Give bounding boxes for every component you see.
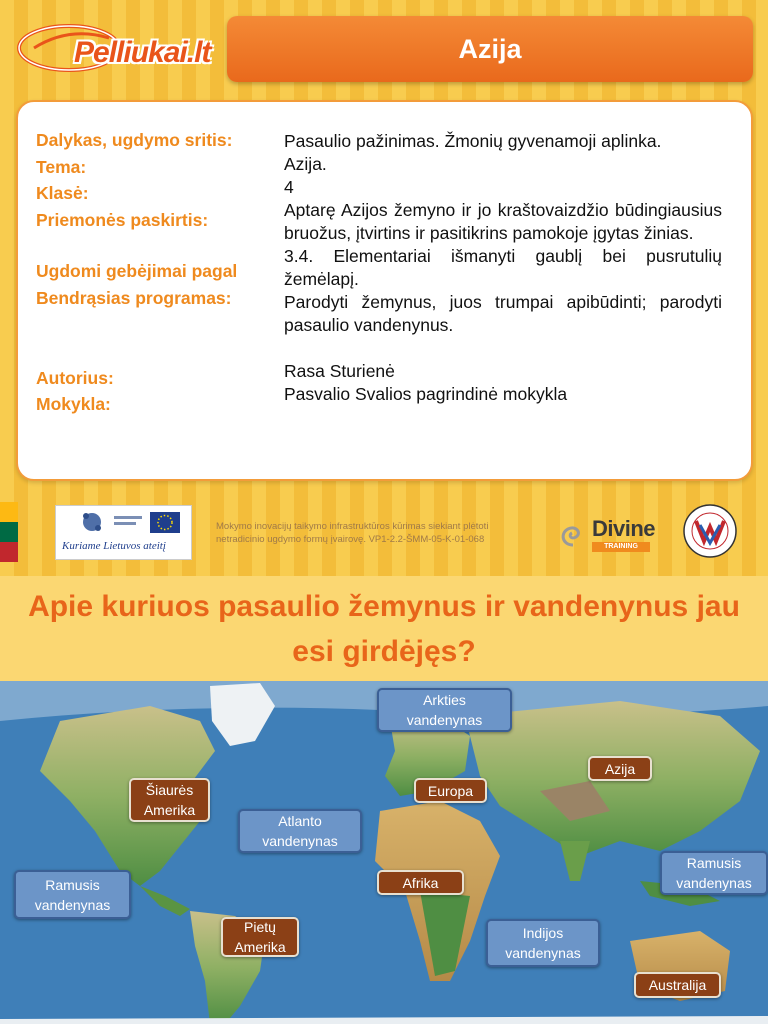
value-skills-b: Parodyti žemynus, juos trumpai apibūdinti; parodyti pasaulio vandenynus. xyxy=(284,292,722,335)
label-school: Mokykla: xyxy=(36,394,111,414)
lesson-info-card xyxy=(16,100,753,481)
eu-funding-logo xyxy=(55,505,192,560)
divine-text: Divine xyxy=(592,516,656,541)
value-subject: Pasaulio pažinimas. Žmonių gyvenamoji aplinka. xyxy=(284,131,662,151)
lithuania-flag-icon xyxy=(0,502,18,562)
label-atlantic-ocean[interactable]: Atlanto vandenynas xyxy=(238,809,362,853)
label-topic: Tema: xyxy=(36,157,87,177)
label-skills-2: Bendrąsias programas: xyxy=(36,288,232,308)
label-arctic-ocean[interactable]: Arkties vandenynas xyxy=(377,688,512,732)
eu-slogan: Kuriame Lietuvos ateitį xyxy=(62,540,166,552)
label-asia[interactable]: Azija xyxy=(588,756,652,781)
label-author: Autorius: xyxy=(36,368,114,388)
label-pacific-ocean-east[interactable]: Ramusis vandenynas xyxy=(660,851,768,895)
label-indian-ocean[interactable]: Indijos vandenynas xyxy=(486,919,600,967)
eu-flag-icon xyxy=(56,506,193,540)
spiral-icon xyxy=(556,515,590,553)
logo-text: Pelliukai.lt xyxy=(74,36,211,69)
label-europe[interactable]: Europa xyxy=(414,778,487,803)
value-school: Pasvalio Svalios pagrindinė mokykla xyxy=(284,384,568,404)
label-subject: Dalykas, ugdymo sritis: xyxy=(36,130,233,150)
funding-note: Mokymo inovacijų taikymo infrastruktūros kūrimas siekiant plėtoti netradicinio ugdymo formų įvairovę. VP1-2.2-ŠMM-05-K-01-068 xyxy=(216,521,489,545)
slide-title: Azija xyxy=(227,16,753,82)
value-topic: Azija. xyxy=(284,154,327,174)
label-grade: Klasė: xyxy=(36,183,89,203)
info-values xyxy=(284,130,722,406)
divine-training-logo xyxy=(556,515,656,555)
label-pacific-ocean-west[interactable]: Ramusis vandenynas xyxy=(14,870,131,919)
divine-sub: TRAINING xyxy=(592,542,650,552)
world-map xyxy=(0,681,768,1024)
school-emblem-icon xyxy=(682,503,738,559)
spacer xyxy=(284,337,722,360)
label-south-america[interactable]: Pietų Amerika xyxy=(221,917,299,957)
value-purpose: Aptarę Azijos žemyno ir jo kraštovaizdžio būdingiausius bruožus, įtvirtins ir pasitikrins pamokoje įgytas žinias. xyxy=(284,200,722,243)
value-skills-a: 3.4. Elementariai išmanyti gaublį bei pusrutulių žemėlapį. xyxy=(284,246,722,289)
label-skills-1: Ugdomi gebėjimai pagal xyxy=(36,261,238,281)
label-north-america[interactable]: Šiaurės Amerika xyxy=(129,778,210,822)
question-text: Apie kuriuos pasaulio žemynus ir vandenynus jau esi girdėjęs? xyxy=(28,589,740,668)
question-band xyxy=(0,576,768,681)
label-africa[interactable]: Afrika xyxy=(377,870,464,895)
value-author: Rasa Sturienė xyxy=(284,361,395,381)
pelliukai-logo[interactable] xyxy=(14,18,214,78)
label-purpose: Priemonės paskirtis: xyxy=(36,210,209,230)
value-grade: 4 xyxy=(284,177,294,197)
label-australia[interactable]: Australija xyxy=(634,972,721,998)
